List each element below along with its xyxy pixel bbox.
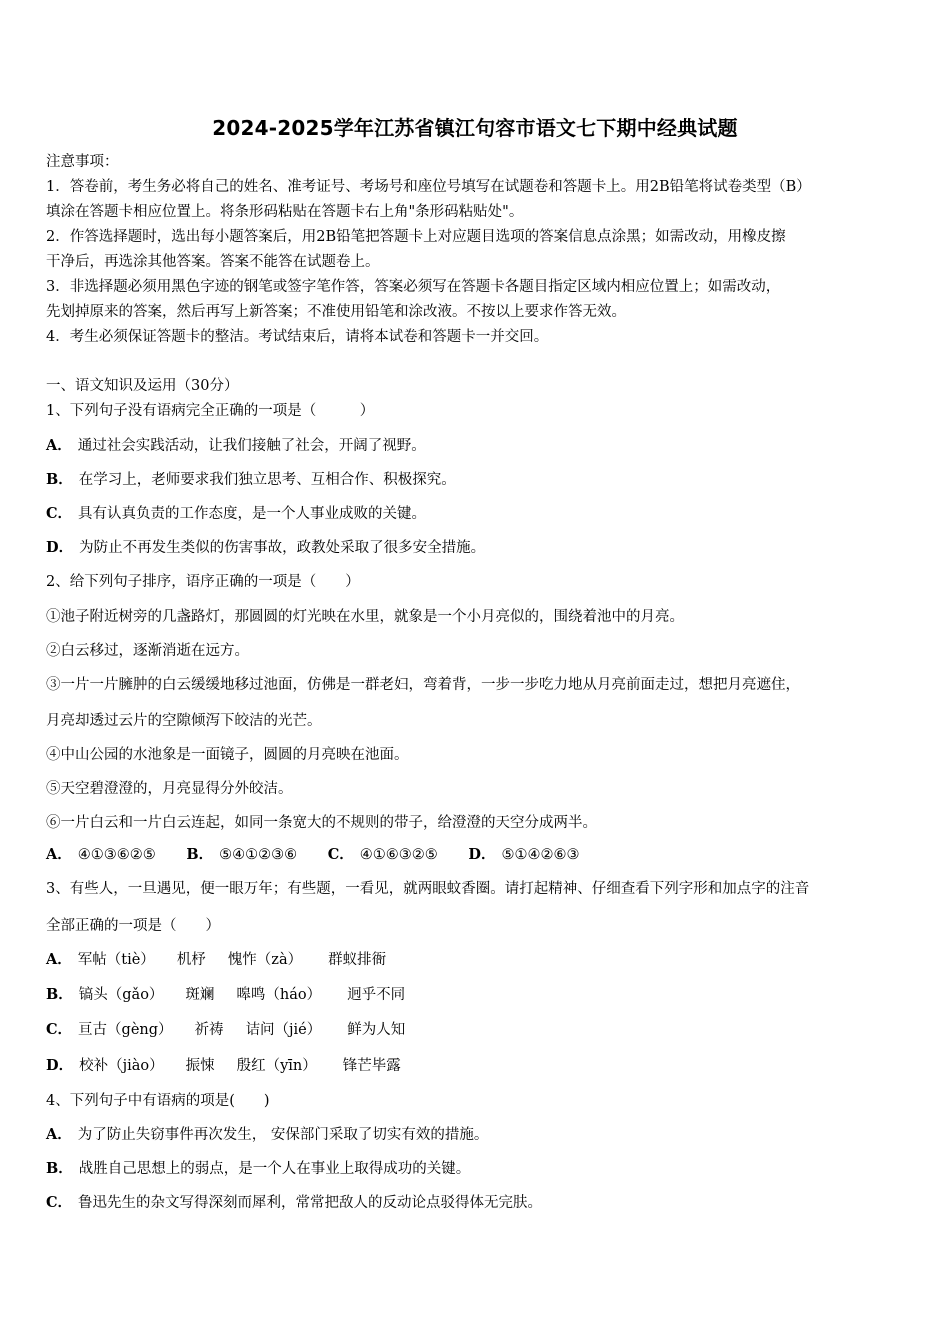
option-label: C． [46, 505, 73, 522]
option-label: C． [46, 1021, 73, 1038]
option-label: B． [46, 1160, 73, 1177]
option-item: 殷红（yīn） [236, 1058, 317, 1074]
section-heading: 一、语文知识及运用（30分） [46, 378, 239, 394]
question-2-sentence: ⑥一片白云和一片白云连起，如同一条宽大的不规则的带子，给澄澄的天空分成两半。 [46, 815, 597, 831]
question-1-option-d [46, 538, 485, 558]
option-text: ⑤④①②③⑥ [219, 847, 298, 863]
option-item: 镐头（gǎo） [78, 987, 164, 1003]
option-label: A． [46, 846, 72, 863]
notice-line: 2．作答选择题时，选出每小题答案后，用2B铅笔把答题卡上对应题目选项的答案信息点涂黑；如需改动，用橡皮擦 [46, 229, 786, 245]
option-text: ④①③⑥②⑤ [77, 847, 156, 863]
option-item: 校补（jiào） [79, 1058, 164, 1074]
option-label: B． [46, 986, 73, 1003]
notice-line: 3．非选择题必须用黑色字迹的钢笔或签字笔作答，答案必须写在答题卡各题目指定区域内相应位置上；如需改动， [46, 279, 781, 295]
option-text: 鲁迅先生的杂文写得深刻而犀利，常常把敌人的反动论点驳得体无完肤。 [78, 1195, 543, 1211]
option-item: 鲜为人知 [347, 1022, 406, 1038]
question-3-option-c [46, 1020, 405, 1040]
question-1-option-c [46, 504, 426, 524]
question-3-stem-cont: 全部正确的一项是（ ） [46, 918, 220, 934]
option-item: 锋芒毕露 [342, 1058, 401, 1074]
question-4-option-b [46, 1159, 470, 1179]
notice-line: 先划掉原来的答案，然后再写上新答案；不准使用铅笔和涂改液。不按以上要求作答无效。 [46, 304, 626, 320]
question-2-sentence: ⑤天空碧澄澄的，月亮显得分外皎洁。 [46, 781, 293, 797]
question-1-option-b [46, 470, 456, 490]
question-2-sentence: ④中山公园的水池象是一面镜子，圆圆的月亮映在池面。 [46, 747, 409, 763]
question-1-option-a [46, 436, 426, 456]
option-text: 具有认真负责的工作态度，是一个人事业成败的关键。 [78, 506, 427, 522]
option-label: A． [46, 1126, 72, 1143]
option-text: 为防止不再发生类似的伤害事故，政教处采取了很多安全措施。 [79, 540, 486, 556]
question-3-option-a [46, 950, 386, 970]
option-item: 振悚 [185, 1058, 215, 1074]
question-2-sentence: ③一片一片臃肿的白云缓缓地移过池面，仿佛是一群老妇，弯着背，一步一步吃力地从月亮前面走过，想把月亮遮住， [46, 677, 800, 693]
option-text: ④①⑥③②⑤ [359, 847, 438, 863]
option-text: 通过社会实践活动，让我们接触了社会，开阔了视野。 [77, 438, 426, 454]
option-item: 斑斓 [185, 987, 215, 1003]
page-title: 2024-2025学年江苏省镇江句容市语文七下期中经典试题 [212, 116, 738, 140]
notice-line: 干净后，再选涂其他答案。答案不能答在试题卷上。 [46, 254, 380, 270]
option-item: 祈祷 [194, 1022, 224, 1038]
option-item: 群蚁排衙 [328, 952, 387, 968]
question-1-stem: 1、下列句子没有语病完全正确的一项是（ ） [46, 403, 375, 419]
notice-line: 4．考生必须保证答题卡的整洁。考试结束后，请将本试卷和答题卡一并交回。 [46, 329, 549, 345]
option-item: 诘问（jié） [245, 1022, 322, 1038]
question-2-stem: 2、给下列句子排序，语序正确的一项是（ ） [46, 574, 360, 590]
option-label: A． [46, 437, 72, 454]
option-label: B． [46, 471, 73, 488]
option-label: D． [468, 846, 496, 863]
question-4-stem: 4、下列句子中有语病的项是( ) [46, 1093, 270, 1109]
question-2-sentence: ①池子附近树旁的几盏路灯，那圆圆的灯光映在水里，就象是一个小月亮似的，围绕着池中的月亮。 [46, 609, 684, 625]
option-label: C． [327, 846, 354, 863]
option-label: D． [46, 539, 74, 556]
option-item: 愧怍（zà） [227, 952, 303, 968]
question-3-option-b [46, 985, 405, 1005]
question-3-option-d [46, 1056, 401, 1076]
notice-heading: 注意事项： [46, 154, 119, 170]
option-text: 在学习上，老师要求我们独立思考、互相合作、积极探究。 [78, 472, 456, 488]
option-text: 为了防止失窃事件再次发生， 安保部门采取了切实有效的措施。 [77, 1127, 489, 1143]
option-text: 战胜自己思想上的弱点，是一个人在事业上取得成功的关键。 [78, 1161, 471, 1177]
question-2-options [46, 845, 579, 865]
option-item: 机杼 [176, 952, 206, 968]
question-2-sentence: 月亮却透过云片的空隙倾泻下皎洁的光芒。 [46, 713, 322, 729]
option-item: 嗥鸣（háo） [236, 987, 322, 1003]
option-label: C． [46, 1194, 73, 1211]
option-item: 迥乎不同 [347, 987, 406, 1003]
question-4-option-a [46, 1125, 488, 1145]
option-item: 军帖（tiè） [77, 952, 155, 968]
option-item: 亘古（gèng） [78, 1022, 173, 1038]
question-2-sentence: ②白云移过，逐渐消逝在远方。 [46, 643, 249, 659]
option-label: A． [46, 951, 72, 968]
option-label: D． [46, 1057, 74, 1074]
option-label: B． [186, 846, 214, 863]
notice-line: 填涂在答题卡相应位置上。将条形码粘贴在答题卡右上角"条形码粘贴处"。 [46, 204, 524, 220]
question-3-stem: 3、有些人，一旦遇见，便一眼万年；有些题，一看见，就两眼蚊香圈。请打起精神、仔细查看下列字形和加点字的注音 [46, 881, 810, 897]
notice-line: 1．答卷前，考生务必将自己的姓名、准考证号、考场号和座位号填写在试题卷和答题卡上。用2B铅笔将试卷类型（B） [46, 179, 811, 195]
question-4-option-c [46, 1193, 542, 1213]
option-text: ⑤①④②⑥③ [501, 847, 580, 863]
